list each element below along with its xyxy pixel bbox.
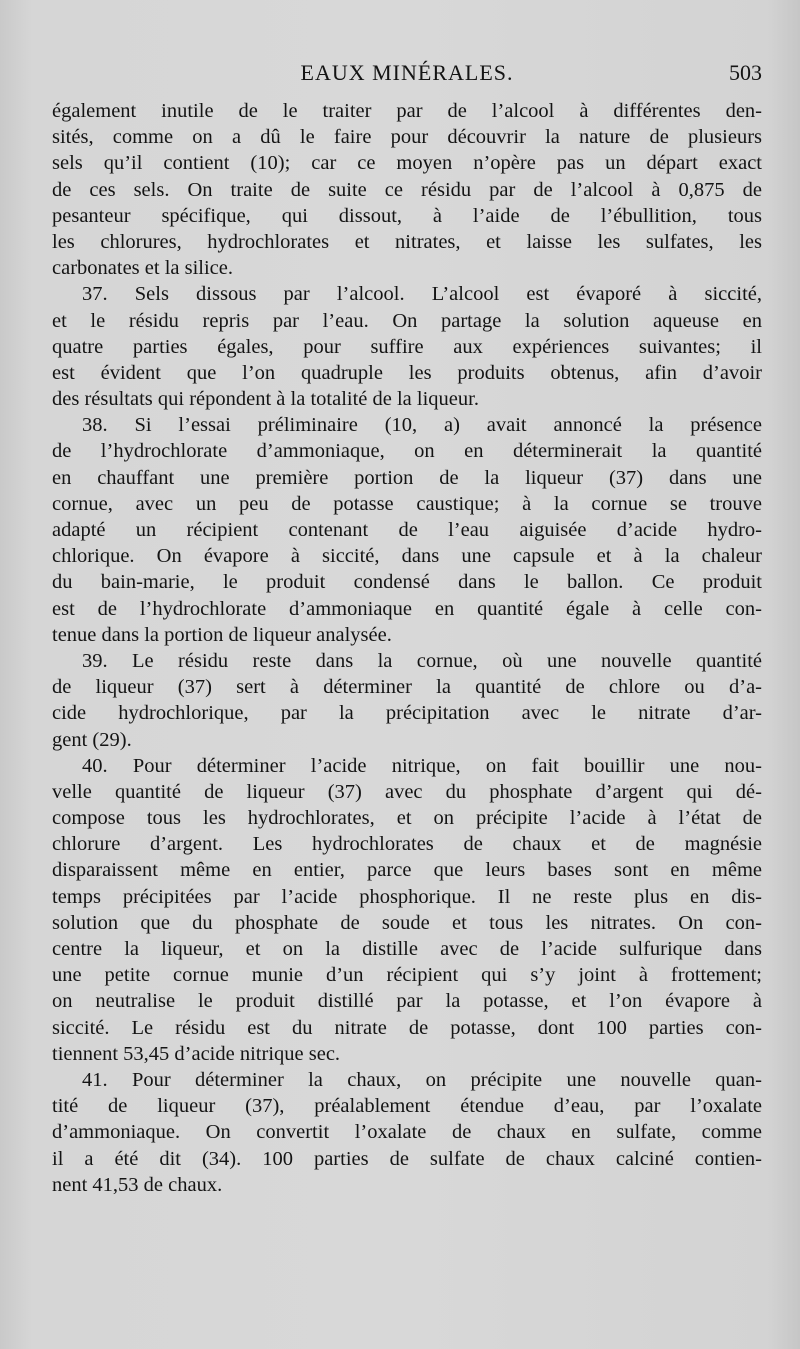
text-line: quatre parties égales, pour suffire aux expériences suivantes; il — [52, 335, 762, 358]
text-line: sels qu’il contient (10); car ce moyen n’opère pas un départ exact — [52, 152, 762, 175]
text-line: nent 41,53 de chaux. — [52, 1173, 223, 1196]
text-line: carbonates et la silice. — [52, 257, 233, 280]
text-line: adapté un récipient contenant de l’eau aiguisée d’acide hydro- — [52, 519, 762, 541]
paragraph-41-heading-line: 41. Pour déterminer la chaux, on précipite une nouvelle quan- — [82, 1068, 762, 1091]
paragraph-37-heading-line: 37. Sels dissous par l’alcool. L’alcool est évaporé à siccité, — [82, 283, 762, 306]
text-line: également inutile de le traiter par de l’alcool à différentes den- — [52, 100, 762, 122]
paragraph-38-heading-line: 38. Si l’essai préliminaire (10, a) avait annoncé la présence — [82, 414, 762, 437]
text-line: cide hydrochlorique, par la précipitation avec le nitrate d’ar- — [52, 702, 762, 725]
text-line: d’ammoniaque. On convertit l’oxalate de chaux en sulfate, comme — [52, 1121, 762, 1144]
body-text — [52, 98, 762, 1198]
text-line: est évident que l’on quadruple les produits obtenus, afin d’avoir — [52, 361, 762, 384]
paragraph-39-heading-line: 39. Le résidu reste dans la cornue, où une nouvelle quantité — [82, 649, 762, 672]
text-line: de liqueur (37) sert à déterminer la quantité de chlore ou d’a- — [52, 676, 762, 699]
text-line: on neutralise le produit distillé par la potasse, et l’on évapore à — [52, 990, 762, 1013]
text-line: siccité. Le résidu est du nitrate de potasse, dont 100 parties con- — [52, 1016, 762, 1039]
text-line: et le résidu repris par l’eau. On partage la solution aqueuse en — [52, 309, 762, 332]
text-line: gent (29). — [52, 728, 132, 751]
text-line: temps précipitées par l’acide phosphorique. Il ne reste plus en dis- — [52, 885, 762, 908]
text-line: pesanteur spécifique, qui dissout, à l’aide de l’ébullition, tous — [52, 204, 762, 227]
text-line: tenue dans la portion de liqueur analysée. — [52, 623, 392, 646]
page-header — [52, 58, 762, 92]
text-line: une petite cornue munie d’un récipient qui s’y joint à frottement; — [52, 964, 762, 987]
text-line: en chauffant une première portion de la liqueur (37) dans une — [52, 466, 762, 489]
text-line: chlorique. On évapore à siccité, dans une capsule et à la chaleur — [52, 545, 762, 568]
text-line: solution que du phosphate de soude et tous les nitrates. On con- — [52, 911, 762, 934]
running-head: EAUX MINÉRALES. — [300, 60, 514, 85]
text-line: du bain-marie, le produit condensé dans le ballon. Ce produit — [52, 571, 762, 594]
text-line: des résultats qui répondent à la totalité de la liqueur. — [52, 388, 479, 411]
text-line: tité de liqueur (37), préalablement étendue d’eau, par l’oxalate — [52, 1095, 762, 1118]
text-line: centre la liqueur, et on la distille avec de l’acide sulfurique dans — [52, 938, 762, 960]
text-line: cornue, avec un peu de potasse caustique; à la cornue se trouve — [52, 492, 762, 515]
text-line: chlorure d’argent. Les hydrochlorates de chaux et de magnésie — [52, 833, 762, 856]
text-line: compose tous les hydrochlorates, et on précipite l’acide à l’état de — [52, 807, 762, 830]
text-line: les chlorures, hydrochlorates et nitrates, et laisse les sulfates, les — [52, 230, 762, 253]
text-line: de ces sels. On traite de suite ce résidu par de l’alcool à 0,875 de — [52, 178, 762, 201]
page-number: 503 — [729, 60, 762, 85]
text-line: est de l’hydrochlorate d’ammoniaque en quantité égale à celle con- — [52, 597, 762, 620]
paragraph-40-heading-line: 40. Pour déterminer l’acide nitrique, on fait bouillir une nou- — [82, 754, 762, 777]
text-line: velle quantité de liqueur (37) avec du phosphate d’argent qui dé- — [52, 780, 762, 803]
text-line: disparaissent même en entier, parce que leurs bases sont en même — [52, 859, 762, 882]
text-line: de l’hydrochlorate d’ammoniaque, on en déterminerait la quantité — [52, 440, 762, 463]
text-line: sités, comme on a dû le faire pour découvrir la nature de plusieurs — [52, 126, 762, 149]
text-line: il a été dit (34). 100 parties de sulfate de chaux calciné contien- — [52, 1147, 762, 1170]
text-line: tiennent 53,45 d’acide nitrique sec. — [52, 1042, 341, 1065]
